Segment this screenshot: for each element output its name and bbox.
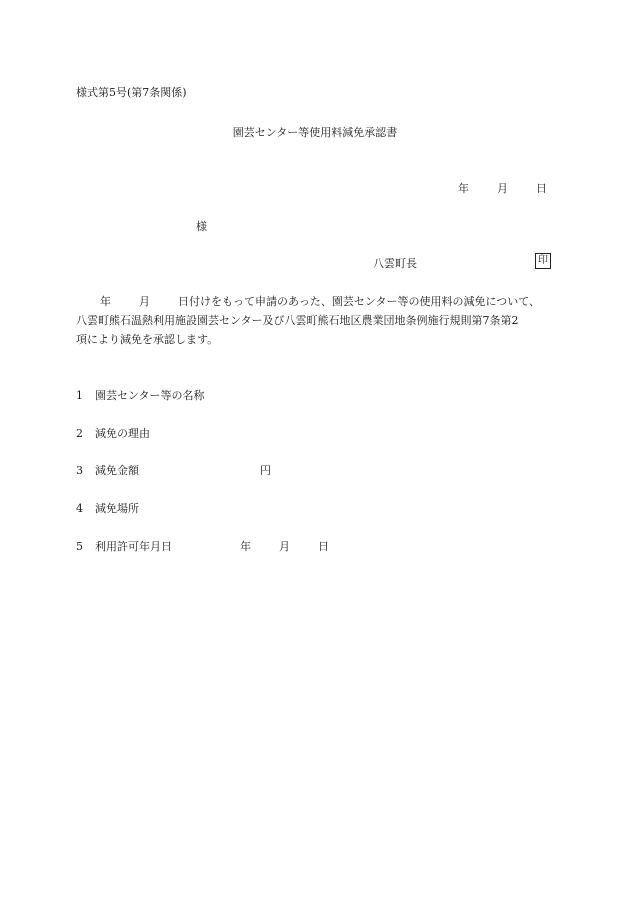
item-reduction-location — [76, 500, 139, 516]
date-month-label: 月 — [497, 182, 508, 195]
permit-day-label: 日 — [318, 540, 329, 553]
item-label: 利用許可年月日 — [95, 540, 172, 553]
item-facility-name — [76, 387, 205, 403]
issuer-name: 八雲町長 — [373, 257, 417, 270]
item-permit-date — [76, 538, 329, 554]
body-year-label: 年 — [100, 295, 111, 308]
item-label: 減免金額 — [95, 464, 139, 477]
body-line-1: 日付けをもって申請のあった、園芸センター等の使用料の減免について、 — [178, 295, 541, 308]
permit-year-label: 年 — [240, 540, 251, 553]
addressee-honorific: 様 — [196, 220, 207, 233]
item-label: 減免の理由 — [95, 427, 150, 440]
item-number: 3 — [76, 464, 83, 477]
body-line-3: 項により減免を承認します。 — [76, 333, 219, 346]
item-reduction-reason — [76, 425, 150, 441]
item-label: 園芸センター等の名称 — [95, 389, 205, 402]
permit-month-label: 月 — [279, 540, 290, 553]
body-month-label: 月 — [139, 295, 150, 308]
form-number: 様式第5号(第7条関係) — [76, 86, 187, 99]
item-reduction-amount — [76, 462, 271, 478]
item-label: 減免場所 — [95, 502, 139, 515]
body-line — [76, 292, 554, 311]
item-number: 5 — [76, 540, 83, 553]
date-day-label: 日 — [536, 182, 547, 195]
item-number: 2 — [76, 427, 83, 440]
date-year-label: 年 — [458, 182, 469, 195]
amount-unit: 円 — [260, 464, 271, 477]
item-number: 1 — [76, 389, 83, 402]
issue-date — [458, 180, 547, 196]
approval-body-text — [76, 292, 554, 349]
item-number: 4 — [76, 502, 83, 515]
body-line-2: 八雲町熊石温熱利用施設園芸センター及び八雲町熊石地区農業団地条例施行規則第7条第2 — [76, 314, 519, 327]
document-title: 園芸センター等使用料減免承認書 — [232, 126, 398, 139]
seal-mark: 印 — [535, 253, 551, 269]
